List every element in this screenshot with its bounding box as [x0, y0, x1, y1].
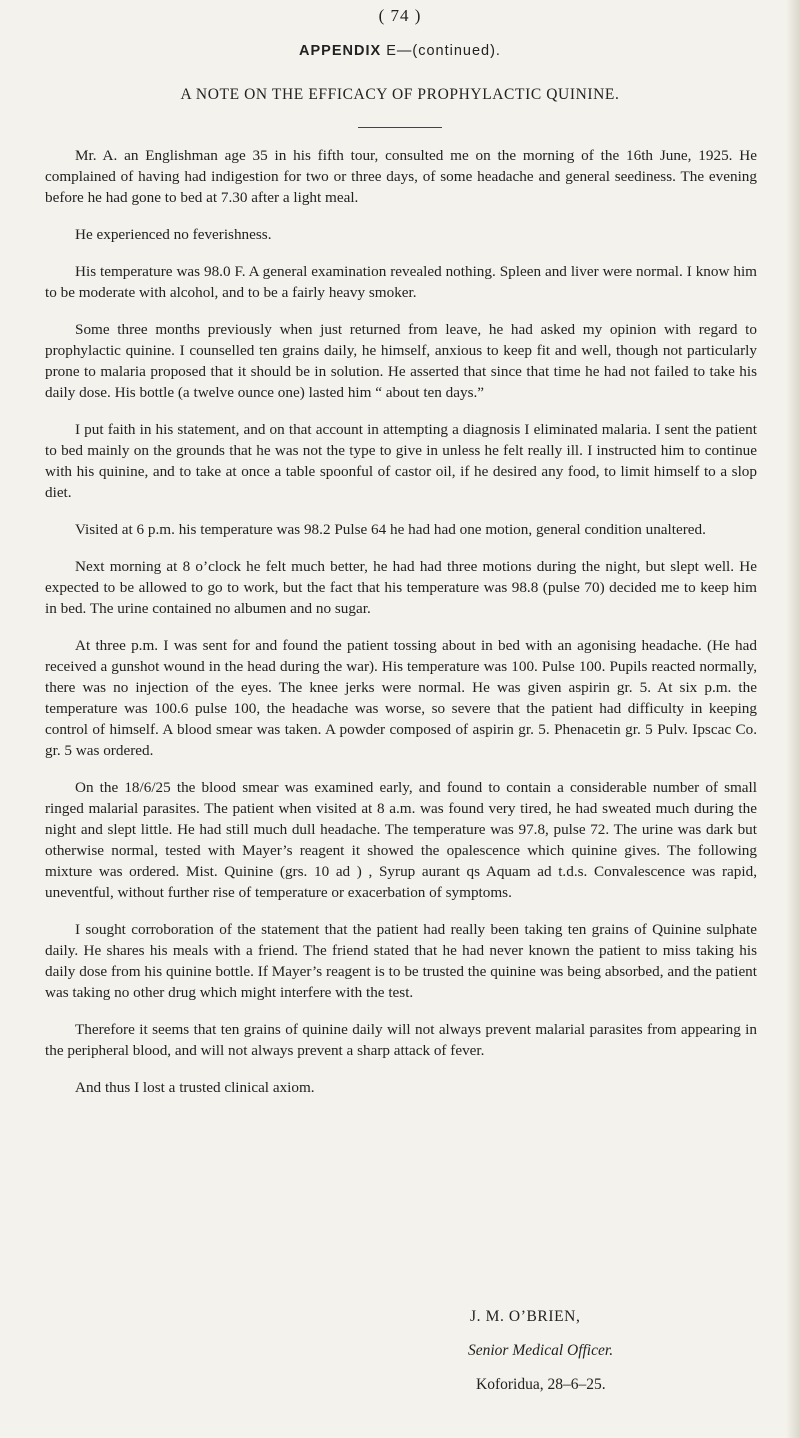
- paragraph: His temperature was 98.0 F. A general examination revealed nothing. Spleen and liver were normal. I know him to be moderate with alcohol, and to be a fairly heavy smoker.: [45, 263, 757, 301]
- paragraph: On the 18/6/25 the blood smear was examined early, and found to contain a considerable number of small ringed malarial parasites. The patient when visited at 8 a.m. was found very tired, he had sweated much during the night and slept little. He had still much dull headache. The temperature was 97.8, pulse 72. The urine was dark but otherwise normal, tested with Mayer’s reagent it showed the opalescence which quinine gives. The following mixture was ordered. Mist. Quinine (grs. 10 ad ) , Syrup aurant qs Aquam ad t.d.s. Convalescence was rapid, uneventful, without further rise of temperature or exacerbation of symptoms.: [45, 779, 757, 901]
- signature-block: [470, 1300, 613, 1402]
- paragraph: I sought corroboration of the statement that the patient had really been taking ten grains of Quinine sulphate daily. He shares his meals with a friend. The friend stated that he had never known the patient to miss taking his daily dose from his quinine bottle. If Mayer’s reagent is to be trusted the quinine was being absorbed, and the patient was taking no other drug which might interfere with the test.: [45, 921, 757, 1001]
- article-body: [45, 145, 757, 1114]
- page-edge-shadow: [786, 0, 800, 1438]
- title-divider: [358, 127, 442, 128]
- page-number: ( 74 ): [378, 6, 422, 25]
- paragraph: Therefore it seems that ten grains of quinine daily will not always prevent malarial parasites from appearing in the peripheral blood, and will not always prevent a sharp attack of fever.: [45, 1021, 757, 1059]
- paragraph: Visited at 6 p.m. his temperature was 98.2 Pulse 64 he had had one motion, general condition unaltered.: [75, 521, 706, 538]
- signature-name: J. M. O’BRIEN,: [470, 1308, 581, 1325]
- signature-place-date: Koforidua, 28–6–25.: [476, 1376, 606, 1393]
- appendix-heading: [0, 43, 800, 59]
- paragraph: Next morning at 8 o’clock he felt much better, he had had three motions during the night, but slept well. He expected to be allowed to go to work, but the fact that his temperature was 98.8 (pulse 70) decided me to keep him in bed. The urine contained no albumen and no sugar.: [45, 558, 757, 617]
- page-title: A NOTE ON THE EFFICACY OF PROPHYLACTIC QUININE.: [180, 86, 620, 103]
- paragraph: He experienced no feverishness.: [75, 226, 272, 243]
- signature-role: Senior Medical Officer.: [468, 1342, 614, 1359]
- paragraph: Some three months previously when just returned from leave, he had asked my opinion with regard to prophylactic quinine. I counselled ten grains daily, he himself, anxious to keep fit and well, though not particularly prone to malaria proposed that it should be in solution. He asserted that since that time he had not failed to take his daily dose. His bottle (a twelve ounce one) lasted him “ about ten days.”: [45, 321, 757, 401]
- appendix-suffix: E—(continued).: [386, 43, 501, 59]
- paragraph: I put faith in his statement, and on that account in attempting a diagnosis I eliminated malaria. I sent the patient to bed mainly on the grounds that he was not the type to give in unless he felt really ill. I instructed him to continue with his quinine, and to take at once a table spoonful of castor oil, if he desired any food, to limit himself to a slop diet.: [45, 421, 757, 501]
- paragraph: At three p.m. I was sent for and found the patient tossing about in bed with an agonising headache. (He had received a gunshot wound in the head during the war). His temperature was 100. Pulse 100. Pupils reacted normally, there was no injection of the eyes. The knee jerks were normal. He was given aspirin gr. 5. At six p.m. the temperature was 100.6 pulse 100, the headache was worse, so severe that the patient had difficulty in keeping control of himself. A blood smear was taken. A powder composed of aspirin gr. 5. Phenacetin gr. 5 Pulv. Ipscac Co. gr. 5 was ordered.: [45, 637, 757, 759]
- paragraph: And thus I lost a trusted clinical axiom.: [75, 1079, 315, 1096]
- paragraph: Mr. A. an Englishman age 35 in his fifth tour, consulted me on the morning of the 16th June, 1925. He complained of having had indigestion for two or three days, of some headache and general seediness. The evening before he had gone to bed at 7.30 after a light meal.: [45, 147, 757, 206]
- appendix-label: APPENDIX: [299, 43, 382, 59]
